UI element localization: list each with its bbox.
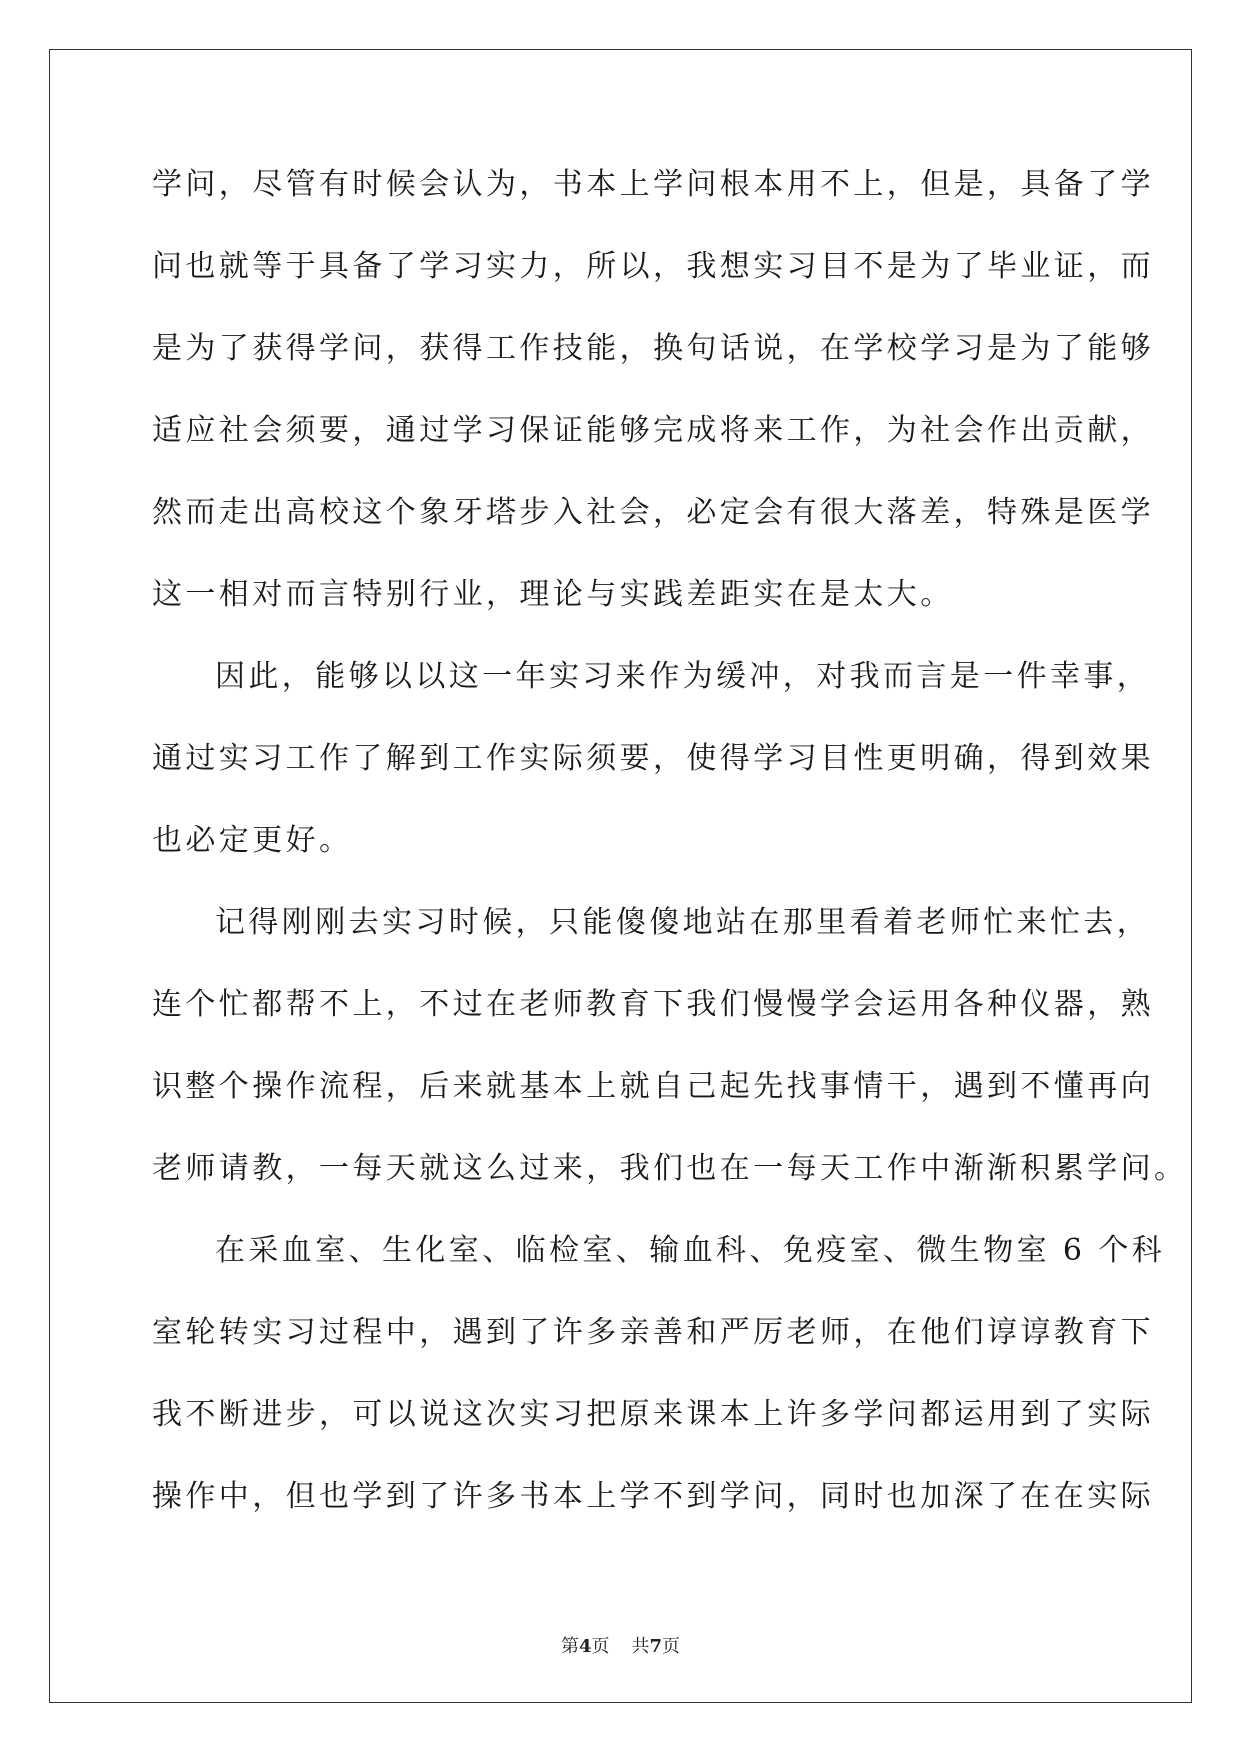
text-line: 问也就等于具备了学习实力，所以，我想实习目不是为了毕业证，而 <box>152 249 1154 284</box>
text-line: 通过实习工作了解到工作实际须要，使得学习目性更明确，得到效果 <box>152 741 1154 776</box>
text-line: 学问，尽管有时候会认为，书本上学问根本用不上，但是，具备了学 <box>152 167 1154 202</box>
text-line: 然而走出高校这个象牙塔步入社会，必定会有很大落差，特殊是医学 <box>152 495 1154 530</box>
text-line: 老师请教，一每天就这么过来，我们也在一每天工作中渐渐积累学问。 <box>152 1151 1188 1186</box>
total-prefix: 共 <box>631 1636 650 1657</box>
body-text <box>152 160 1188 1554</box>
text-line: 识整个操作流程，后来就基本上就自己起先找事情干，遇到不懂再向 <box>152 1069 1154 1104</box>
text-line: 适应社会须要，通过学习保证能够完成将来工作，为社会作出贡献， <box>152 413 1154 448</box>
page-total: 7 <box>649 1636 663 1657</box>
text-line: 室轮转实习过程中，遇到了许多亲善和严厉老师，在他们谆谆教育下 <box>152 1315 1154 1350</box>
page-prefix: 第 <box>560 1636 579 1657</box>
text-line: 也必定更好。 <box>152 823 353 858</box>
text-line: 是为了获得学问，获得工作技能，换句话说，在学校学习是为了能够 <box>152 331 1154 366</box>
paragraph-first-line: 因此，能够以以这一年实习来作为缓冲，对我而言是一件幸事， <box>215 659 1151 694</box>
page-suffix: 页 <box>591 1636 610 1657</box>
text-line: 我不断进步，可以说这次实习把原来课本上许多学问都运用到了实际 <box>152 1397 1154 1432</box>
text-line: 连个忙都帮不上，不过在老师教育下我们慢慢学会运用各种仪器，熟 <box>152 987 1154 1022</box>
total-suffix: 页 <box>662 1636 681 1657</box>
paragraph-first-line: 在采血室、生化室、临检室、输血科、免疫室、微生物室 6 个科 <box>215 1233 1166 1268</box>
paragraph-first-line: 记得刚刚去实习时候，只能傻傻地站在那里看着老师忙来忙去， <box>215 905 1151 940</box>
text-line: 操作中，但也学到了许多书本上学不到学问，同时也加深了在在实际 <box>152 1479 1154 1514</box>
page-current: 4 <box>578 1636 592 1657</box>
page-footer <box>0 1632 1241 1658</box>
text-line: 这一相对而言特别行业，理论与实践差距实在是太大。 <box>152 577 954 612</box>
